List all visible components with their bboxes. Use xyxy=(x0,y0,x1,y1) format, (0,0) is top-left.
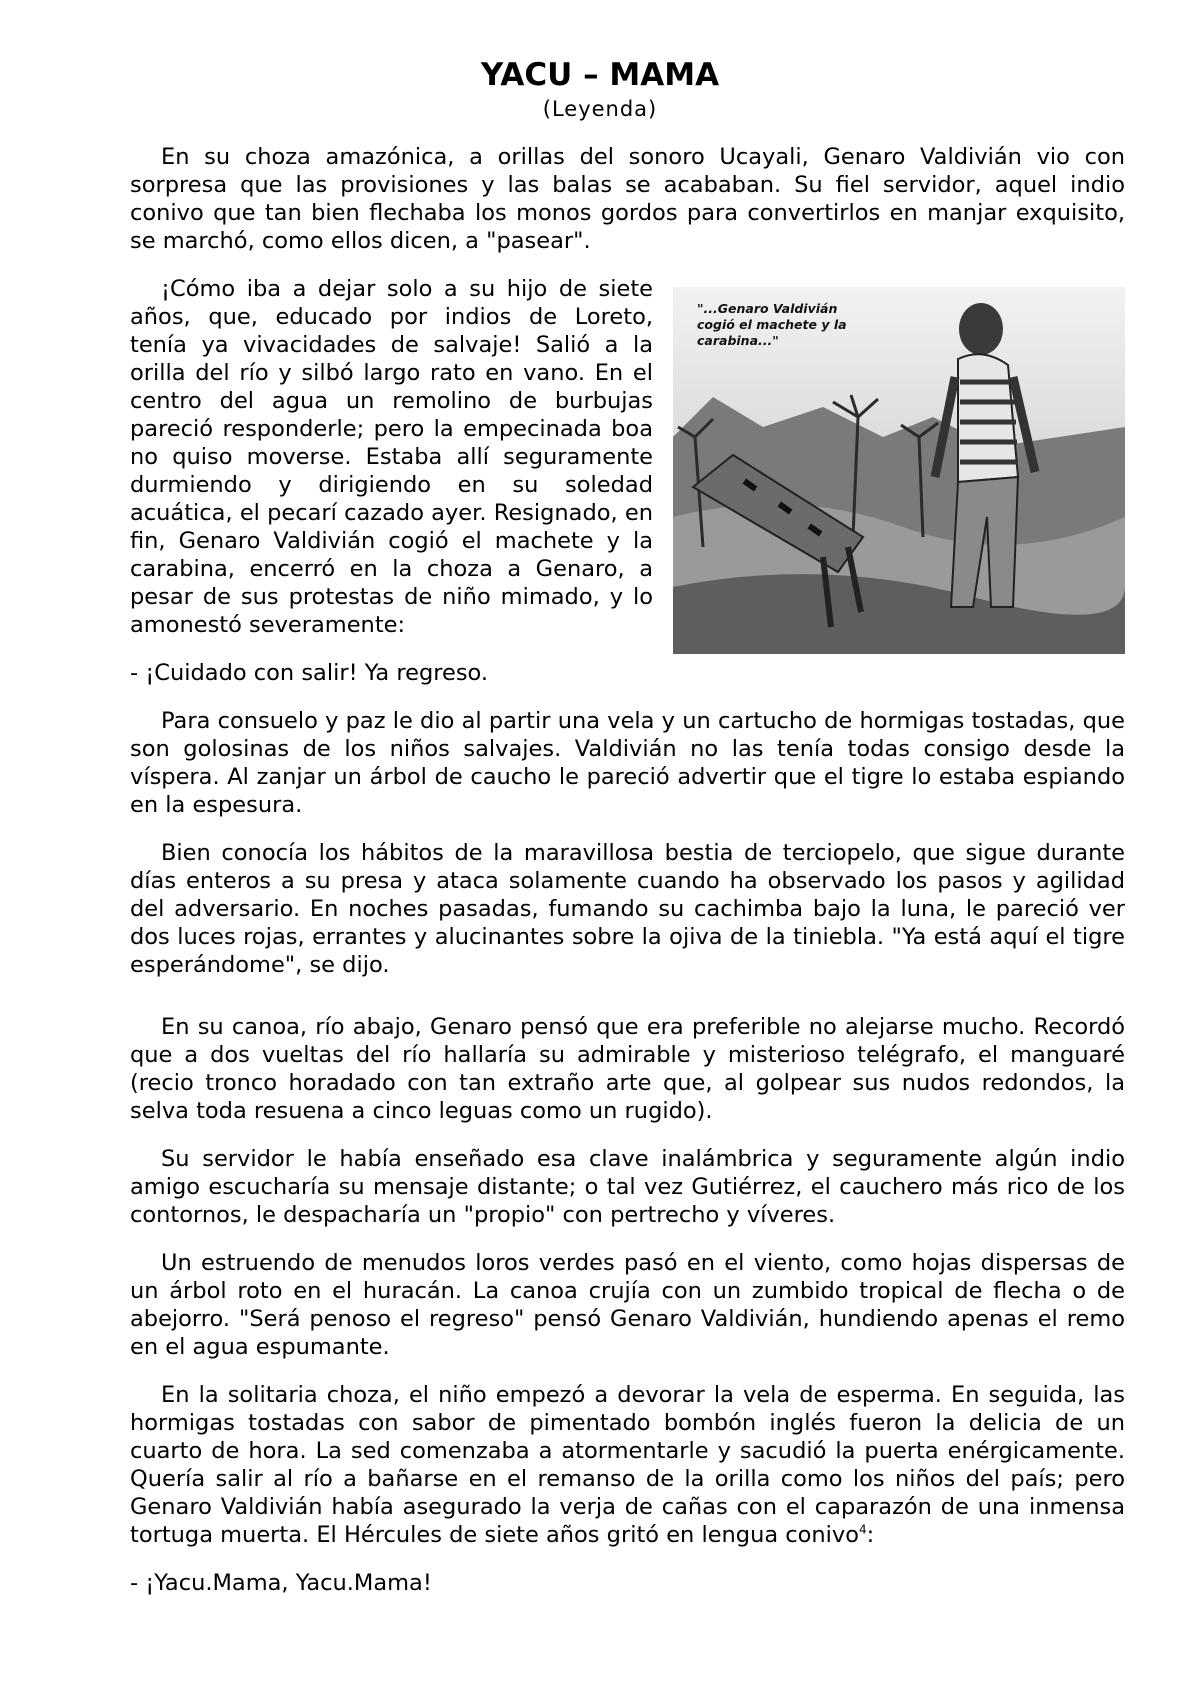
paragraph-8 xyxy=(130,1381,1125,1549)
paragraph-5: En su canoa, río abajo, Genaro pensó que era preferible no alejarse mucho. Recordó que a dos vueltas del río hallaría su admirable y misterioso telégrafo, el manguaré (recio tronco horadado con tan extraño arte que, al golpear sus nudos redondos, la selva toda resuena a cinco leguas como un rugido). xyxy=(130,1014,1125,1124)
illustration-caption: "...Genaro Valdivián cogió el machete y la carabina..." xyxy=(697,301,847,348)
footnote-marker: 4 xyxy=(859,1522,867,1537)
dialogue-1: - ¡Cuidado con salir! Ya regreso. xyxy=(130,660,489,686)
dialogue-2: - ¡Yacu.Mama, Yacu.Mama! xyxy=(130,1570,432,1596)
paragraph-6: Su servidor le había enseñado esa clave inalámbrica y seguramente algún indio amigo escucharía su mensaje distante; o tal vez Gutiérrez, el cauchero más rico de los contornos, le despacharía un "propio" con pertrecho y víveres. xyxy=(130,1146,1125,1228)
paragraph-8-tail: : xyxy=(866,1522,875,1548)
paragraph-7: Un estruendo de menudos loros verdes pasó en el viento, como hojas dispersas de un árbol roto en el huracán. La canoa crujía con un zumbido tropical de flecha o de abejorro. "Será penoso el regreso" pensó Genaro Valdivián, hundiendo apenas el remo en el agua espumante. xyxy=(130,1250,1125,1360)
document-title: YACU – MAMA xyxy=(480,57,720,93)
illustration xyxy=(673,287,1125,654)
paragraph-4: Bien conocía los hábitos de la maravillosa bestia de terciopelo, que sigue durante días enteros a su presa y ataca solamente cuando ha observado los pasos y agilidad del adversario. En noches pasadas, fumando su cachimba bajo la luna, le pareció ver dos luces rojas, errantes y alucinantes sobre la ojiva de la tiniebla. "Ya está aquí el tigre esperándome", se dijo. xyxy=(130,840,1125,978)
paragraph-1: En su choza amazónica, a orillas del sonoro Ucayali, Genaro Valdivián vio con sorpresa que las provisiones y las balas se acababan. Su fiel servidor, aquel indio conivo que tan bien flechaba los monos gordos para convertirlos en manjar exquisito, se marchó, como ellos dicen, a "pasear". xyxy=(130,144,1125,254)
paragraph-8-text: En la solitaria choza, el niño empezó a devorar la vela de esperma. En seguida, las hormigas tostadas con sabor de pimentado bombón inglés fueron la delicia de un cuarto de hora. La sed comenzaba a atormentarle y sacudió la puerta enérgicamente. Quería salir al río a bañarse en el remanso de la orilla como los niños del país; pero Genaro Valdivián había asegurado la verja de cañas con el caparazón de una inmensa tortuga muerta. El Hércules de siete años gritó en lengua conivo xyxy=(130,1382,1125,1548)
paragraph-3: Para consuelo y paz le dio al partir una vela y un cartucho de hormigas tostadas, que son golosinas de los niños salvajes. Valdivián no las tenía todas consigo desde la víspera. Al zanjar un árbol de caucho le pareció advertir que el tigre lo estaba espiando en la espesura. xyxy=(130,708,1125,818)
document-subtitle: (Leyenda) xyxy=(542,97,658,121)
document-body xyxy=(130,143,1125,1617)
paragraph-2: ¡Cómo iba a dejar solo a su hijo de siete años, que, educado por indios de Loreto, tenía ya vivacidades de salvaje! Salió a la orilla del río y silbó largo rato en vano. En el centro del agua un remolino de burbujas pareció responderle; pero la empecinada boa no quiso moverse. Estaba allí seguramente durmiendo y dirigiendo en su soledad acuática, el pecarí cazado ayer. Resignado, en fin, Genaro Valdivián cogió el machete y la carabina, encerró en la choza a Genaro, a pesar de sus protestas de niño mimado, y lo amonestó severamente: xyxy=(130,276,653,638)
